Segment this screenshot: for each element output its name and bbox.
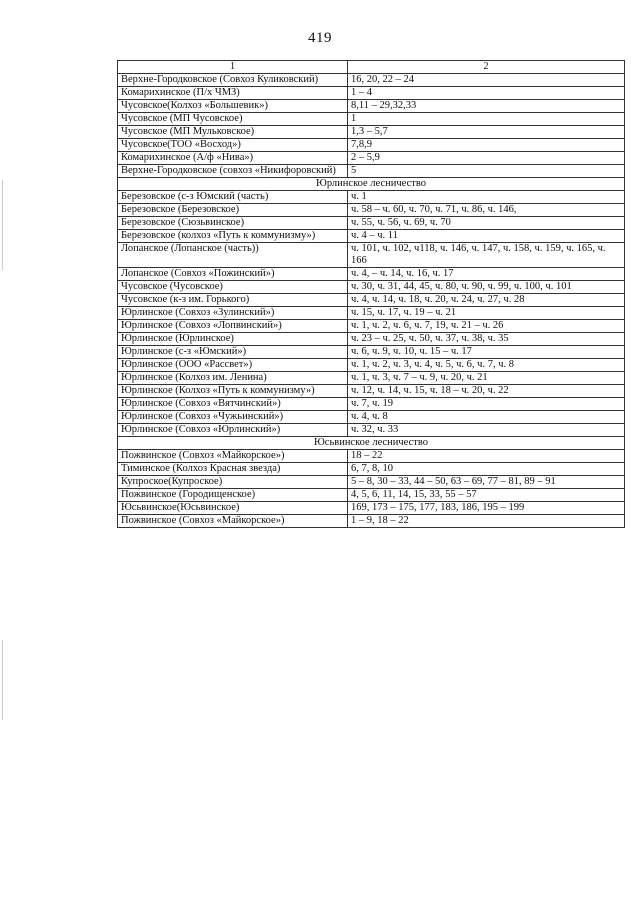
- cell-forestry-unit: Юрлинское (Юрлинское): [118, 333, 348, 346]
- cell-forestry-unit: Юрлинское (ООО «Рассвет»): [118, 359, 348, 372]
- table-row: [118, 165, 625, 178]
- cell-forestry-unit: Тиминское (Колхоз Красная звезда): [118, 463, 348, 476]
- cell-forestry-unit: Купроское(Купроское): [118, 476, 348, 489]
- cell-forestry-unit: Юрлинское (Совхоз «Зулинский»): [118, 307, 348, 320]
- table-row: [118, 333, 625, 346]
- table-row: [118, 204, 625, 217]
- cell-forestry-unit: Юрлинское (Совхоз «Юрлинский»): [118, 424, 348, 437]
- table-row: [118, 320, 625, 333]
- cell-quarters: ч. 1: [348, 191, 625, 204]
- table-row: [118, 359, 625, 372]
- cell-quarters: 1 – 4: [348, 87, 625, 100]
- table-row: [118, 74, 625, 87]
- cell-quarters: ч. 1, ч. 3, ч. 7 – ч. 9, ч. 20, ч. 21: [348, 372, 625, 385]
- cell-forestry-unit: Юрлинское (Совхоз «Лопвинский»): [118, 320, 348, 333]
- cell-forestry-unit: Березовское (Березовское): [118, 204, 348, 217]
- table-row: [118, 385, 625, 398]
- cell-quarters: 169, 173 – 175, 177, 183, 186, 195 – 199: [348, 502, 625, 515]
- table-row: [118, 281, 625, 294]
- cell-quarters: ч. 55, ч. 56, ч. 69, ч. 70: [348, 217, 625, 230]
- table-row: [118, 113, 625, 126]
- table-row: [118, 463, 625, 476]
- cell-forestry-unit: Лопанское (Лопанское (часть)): [118, 243, 348, 268]
- table-row: [118, 230, 625, 243]
- scan-margin-line: [2, 640, 3, 720]
- cell-quarters: ч. 4, – ч. 14, ч. 16, ч. 17: [348, 268, 625, 281]
- cell-forestry-unit: Березовское (колхоз «Путь к коммунизму»): [118, 230, 348, 243]
- table-row: [118, 372, 625, 385]
- cell-forestry-unit: Комарихинское (А/ф «Нива»): [118, 152, 348, 165]
- cell-quarters: ч. 1, ч. 2, ч. 6, ч. 7, 19, ч. 21 – ч. 26: [348, 320, 625, 333]
- table-row: [118, 346, 625, 359]
- section-row: [118, 437, 625, 450]
- cell-forestry-unit: Юрлинское (Совхоз «Чужьинский»): [118, 411, 348, 424]
- table-row: [118, 243, 625, 268]
- cell-forestry-unit: Чусовское (к-з им. Горького): [118, 294, 348, 307]
- cell-forestry-unit: Верхне-Городковское (Совхоз Куликовский): [118, 74, 348, 87]
- table-row: [118, 307, 625, 320]
- cell-quarters: 18 – 22: [348, 450, 625, 463]
- cell-quarters: ч. 4, ч. 14, ч. 18, ч. 20, ч. 24, ч. 27, ч. 28: [348, 294, 625, 307]
- cell-quarters: 5 – 8, 30 – 33, 44 – 50, 63 – 69, 77 – 81, 89 – 91: [348, 476, 625, 489]
- cell-quarters: 5: [348, 165, 625, 178]
- forestry-table: [117, 60, 625, 528]
- cell-forestry-unit: Березовское (с-з Юмский (часть): [118, 191, 348, 204]
- table-row: [118, 411, 625, 424]
- table-row: [118, 398, 625, 411]
- table-row: [118, 268, 625, 281]
- cell-forestry-unit: Пожвинское (Совхоз «Майкорское»): [118, 450, 348, 463]
- table-row: [118, 217, 625, 230]
- column-header: 2: [348, 61, 625, 74]
- cell-quarters: ч. 4, ч. 8: [348, 411, 625, 424]
- cell-quarters: ч. 1, ч. 2, ч. 3, ч. 4, ч. 5, ч. 6, ч. 7, ч. 8: [348, 359, 625, 372]
- table-row: [118, 450, 625, 463]
- cell-quarters: 2 – 5,9: [348, 152, 625, 165]
- table-row: [118, 502, 625, 515]
- table-row: [118, 191, 625, 204]
- table-row: [118, 294, 625, 307]
- cell-quarters: ч. 101, ч. 102, ч118, ч. 146, ч. 147, ч. 158, ч. 159, ч. 165, ч. 166: [348, 243, 625, 268]
- section-row: [118, 178, 625, 191]
- cell-forestry-unit: Чусовское (МП Мульковское): [118, 126, 348, 139]
- cell-forestry-unit: Верхне-Городковское (совхоз «Никифоровский): [118, 165, 348, 178]
- cell-quarters: ч. 32, ч. 33: [348, 424, 625, 437]
- cell-quarters: ч. 6, ч. 9, ч. 10, ч. 15 – ч. 17: [348, 346, 625, 359]
- cell-quarters: ч. 4 – ч. 11: [348, 230, 625, 243]
- cell-forestry-unit: Чусовское(Колхоз «Большевик»): [118, 100, 348, 113]
- cell-forestry-unit: Пожвинское (Совхоз «Майкорское»): [118, 515, 348, 528]
- table-body: [118, 61, 625, 528]
- cell-forestry-unit: Комарихинское (П/х ЧМЗ): [118, 87, 348, 100]
- cell-quarters: ч. 7, ч. 19: [348, 398, 625, 411]
- table-row: [118, 476, 625, 489]
- page-number: 419: [308, 30, 332, 46]
- cell-quarters: 1 – 9, 18 – 22: [348, 515, 625, 528]
- cell-forestry-unit: Лопанское (Совхоз «Пожинский»): [118, 268, 348, 281]
- cell-forestry-unit: Березовское (Сюзьвинское): [118, 217, 348, 230]
- cell-forestry-unit: Юрлинское (Колхоз им. Ленина): [118, 372, 348, 385]
- cell-forestry-unit: Юрлинское (Совхоз «Вятчинский»): [118, 398, 348, 411]
- cell-quarters: 6, 7, 8, 10: [348, 463, 625, 476]
- cell-forestry-unit: Юрлинское (с-з «Юмский»): [118, 346, 348, 359]
- table-row: [118, 515, 625, 528]
- cell-quarters: 16, 20, 22 – 24: [348, 74, 625, 87]
- cell-quarters: 7,8,9: [348, 139, 625, 152]
- table-row: [118, 126, 625, 139]
- cell-quarters: 8,11 – 29,32,33: [348, 100, 625, 113]
- cell-forestry-unit: Юсьвинское(Юсьвинское): [118, 502, 348, 515]
- cell-forestry-unit: Чусовское (Чусовское): [118, 281, 348, 294]
- cell-quarters: 4, 5, 6, 11, 14, 15, 33, 55 – 57: [348, 489, 625, 502]
- cell-forestry-unit: Чусовское (МП Чусовское): [118, 113, 348, 126]
- table-row: [118, 152, 625, 165]
- cell-forestry-unit: Пожвинское (Городищенское): [118, 489, 348, 502]
- table-row: [118, 489, 625, 502]
- cell-quarters: ч. 30, ч. 31, 44, 45, ч. 80, ч. 90, ч. 99, ч. 100, ч. 101: [348, 281, 625, 294]
- table-row: [118, 100, 625, 113]
- scan-margin-line: [2, 180, 3, 270]
- cell-forestry-unit: Чусовское(ТОО «Восход»): [118, 139, 348, 152]
- table-row: [118, 139, 625, 152]
- cell-quarters: ч. 58 – ч. 60, ч. 70, ч. 71, ч. 86, ч. 146,: [348, 204, 625, 217]
- column-header: 1: [118, 61, 348, 74]
- cell-quarters: ч. 12, ч. 14, ч. 15, ч. 18 – ч. 20, ч. 22: [348, 385, 625, 398]
- table-row: [118, 424, 625, 437]
- cell-quarters: ч. 15, ч. 17, ч. 19 – ч. 21: [348, 307, 625, 320]
- cell-quarters: ч. 23 – ч. 25, ч. 50, ч. 37, ч. 38, ч. 35: [348, 333, 625, 346]
- table-header-row: [118, 61, 625, 74]
- table-row: [118, 87, 625, 100]
- cell-quarters: 1: [348, 113, 625, 126]
- section-title: Юрлинское лесничество: [118, 178, 625, 191]
- cell-quarters: 1,3 – 5,7: [348, 126, 625, 139]
- section-title: Юсьвинское лесничество: [118, 437, 625, 450]
- cell-forestry-unit: Юрлинское (Колхоз «Путь к коммунизму»): [118, 385, 348, 398]
